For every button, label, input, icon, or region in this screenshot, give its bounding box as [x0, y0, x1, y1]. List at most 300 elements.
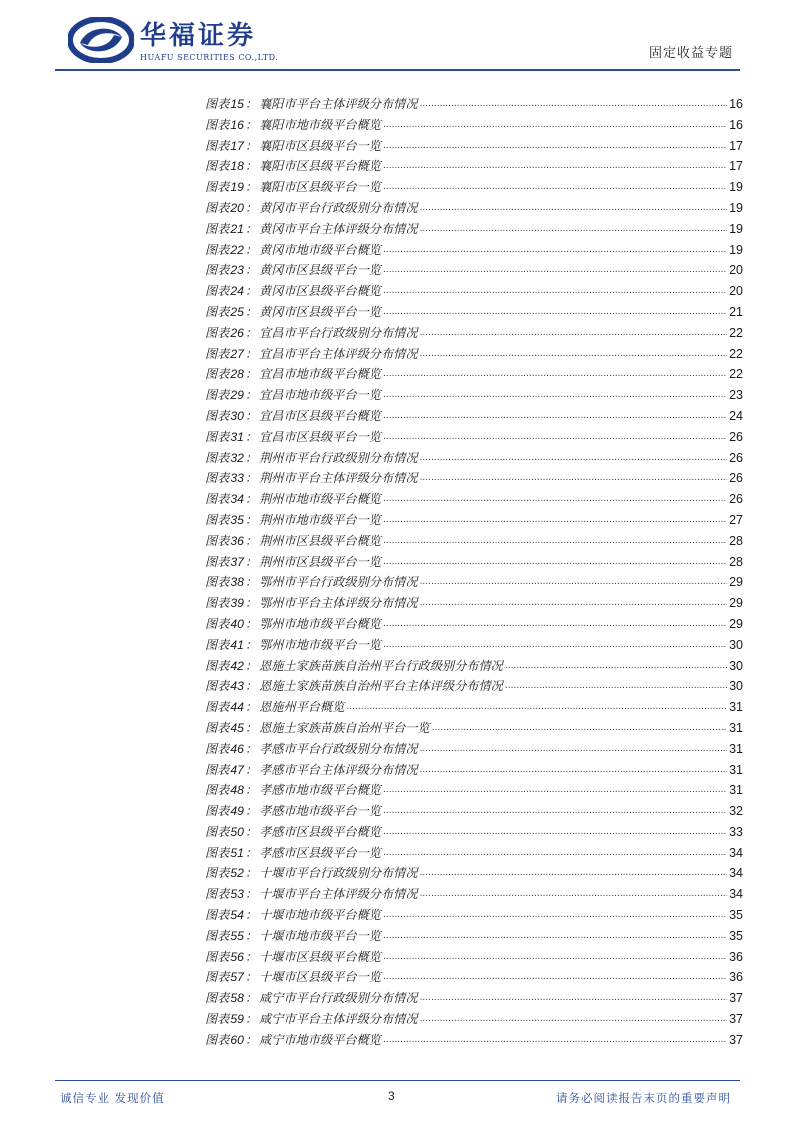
- toc-entry-prefix: 图表: [205, 887, 230, 902]
- toc-entry-title: 宜昌市地市级平台一览: [259, 388, 381, 403]
- brand-name-en: HUAFU SECURITIES CO.,LTD.: [140, 53, 279, 62]
- toc-dot-leader: [420, 765, 728, 775]
- toc-entry-number: 49: [230, 804, 244, 819]
- toc-entry-page: 36: [729, 949, 743, 964]
- toc-entry-separator: ：: [244, 512, 258, 527]
- footer-slogan: 诚信专业 发现价值: [60, 1091, 165, 1105]
- toc-entry-page: 37: [729, 1012, 743, 1027]
- toc-entry-page: 24: [729, 408, 743, 423]
- toc-dot-leader: [420, 203, 728, 213]
- toc-entry[interactable]: [205, 761, 743, 782]
- toc-dot-leader: [505, 661, 727, 671]
- toc-entry-prefix: 图表: [205, 637, 230, 652]
- toc-entry-title: 宜昌市平台主体评级分布情况: [259, 346, 418, 361]
- toc-entry-separator: ：: [244, 596, 258, 611]
- toc-entry-prefix: 图表: [205, 679, 230, 694]
- toc-entry[interactable]: [205, 345, 743, 366]
- toc-entry-separator: ：: [244, 762, 258, 777]
- toc-entry-page: 19: [729, 221, 743, 236]
- toc-entry-prefix: 图表: [205, 512, 230, 527]
- toc-entry-prefix: 图表: [205, 429, 230, 444]
- toc-entry-title: 恩施土家族苗族自治州平台行政级别分布情况: [259, 658, 503, 673]
- toc-dot-leader: [383, 286, 727, 296]
- toc-entry[interactable]: [205, 490, 743, 511]
- toc-entry-title: 荆州市平台主体评级分布情况: [259, 471, 418, 486]
- toc-entry-number: 42: [230, 658, 244, 673]
- toc-entry[interactable]: [205, 365, 743, 386]
- toc-entry-number: 29: [230, 388, 244, 403]
- toc-entry-separator: ：: [244, 117, 258, 132]
- toc-entry-separator: ：: [244, 471, 258, 486]
- toc-entry-separator: ：: [244, 866, 258, 881]
- toc-dot-leader: [383, 369, 727, 379]
- toc-entry-page: 30: [729, 679, 743, 694]
- toc-entry-separator: ：: [244, 741, 258, 756]
- brand-name-cn: 华福证券: [140, 21, 257, 51]
- toc-entry-separator: ：: [244, 408, 258, 423]
- toc-entry-separator: ：: [244, 450, 258, 465]
- toc-dot-leader: [420, 1014, 728, 1024]
- toc-entry-prefix: 图表: [205, 845, 230, 860]
- toc-entry-page: 28: [729, 554, 743, 569]
- toc-entry-prefix: 图表: [205, 928, 230, 943]
- toc-entry-page: 23: [729, 388, 743, 403]
- toc-entry-number: 28: [230, 367, 244, 382]
- toc-dot-leader: [432, 723, 727, 733]
- toc-entry-separator: ：: [244, 159, 258, 174]
- toc-entry-title: 恩施土家族苗族自治州平台主体评级分布情况: [259, 679, 503, 694]
- toc-entry-title: 襄阳市区县级平台概览: [259, 159, 381, 174]
- toc-entry-number: 20: [230, 200, 244, 215]
- toc-entry-number: 41: [230, 637, 244, 652]
- toc-entry-separator: ：: [244, 138, 258, 153]
- toc-entry[interactable]: [205, 532, 743, 553]
- toc-dot-leader: [420, 993, 728, 1003]
- toc-dot-leader: [383, 640, 727, 650]
- toc-entry-title: 咸宁市地市级平台概览: [259, 1032, 381, 1047]
- toc-dot-leader: [383, 307, 727, 317]
- toc-entry[interactable]: [205, 657, 743, 678]
- toc-entry-separator: ：: [244, 242, 258, 257]
- toc-entry-prefix: 图表: [205, 138, 230, 153]
- toc-entry-number: 54: [230, 908, 244, 923]
- toc-entry-prefix: 图表: [205, 554, 230, 569]
- toc-dot-leader: [420, 868, 728, 878]
- toc-dot-leader: [383, 806, 727, 816]
- toc-entry-separator: ：: [244, 263, 258, 278]
- toc-entry-page: 34: [729, 866, 743, 881]
- toc-entry-prefix: 图表: [205, 991, 230, 1006]
- toc-dot-leader: [383, 557, 727, 567]
- toc-dot-leader: [420, 598, 728, 608]
- toc-dot-leader: [383, 182, 727, 192]
- toc-entry[interactable]: [205, 906, 743, 927]
- toc-entry-prefix: 图表: [205, 762, 230, 777]
- toc-dot-leader: [383, 931, 727, 941]
- toc-entry-page: 20: [729, 284, 743, 299]
- toc-dot-leader: [420, 224, 728, 234]
- toc-entry[interactable]: [205, 261, 743, 282]
- toc-dot-leader: [383, 390, 727, 400]
- toc-entry-title: 黄冈市区县级平台一览: [259, 304, 381, 319]
- toc-entry-page: 22: [729, 346, 743, 361]
- toc-entry-title: 孝感市地市级平台概览: [259, 783, 381, 798]
- toc-entry[interactable]: [205, 553, 743, 574]
- toc-entry-prefix: 图表: [205, 263, 230, 278]
- toc-entry-prefix: 图表: [205, 242, 230, 257]
- toc-entry-title: 孝感市地市级平台一览: [259, 804, 381, 819]
- toc-entry[interactable]: [205, 324, 743, 345]
- toc-entry-number: 40: [230, 616, 244, 631]
- toc-entry-prefix: 图表: [205, 575, 230, 590]
- toc-entry-title: 荆州市区县级平台一览: [259, 554, 381, 569]
- toc-entry-page: 33: [729, 824, 743, 839]
- toc-dot-leader: [383, 245, 727, 255]
- toc-entry-separator: ：: [244, 616, 258, 631]
- toc-entry-title: 襄阳市平台主体评级分布情况: [259, 97, 418, 111]
- toc-entry-page: 16: [729, 97, 743, 111]
- toc-entry-title: 孝感市区县级平台概览: [259, 824, 381, 839]
- toc-entry-separator: ：: [244, 97, 258, 111]
- toc-entry-page: 30: [729, 658, 743, 673]
- toc-dot-leader: [383, 494, 727, 504]
- toc-entry[interactable]: [205, 885, 743, 906]
- toc-entry-title: 十堰市平台主体评级分布情况: [259, 887, 418, 902]
- toc-entry-prefix: 图表: [205, 804, 230, 819]
- toc-entry[interactable]: [205, 927, 743, 948]
- toc-entry[interactable]: [205, 948, 743, 969]
- toc-entry[interactable]: [205, 844, 743, 865]
- toc-entry-page: 26: [729, 450, 743, 465]
- toc-entry-separator: ：: [244, 700, 258, 715]
- toc-entry-prefix: 图表: [205, 346, 230, 361]
- toc-entry[interactable]: [205, 449, 743, 470]
- toc-entry-prefix: 图表: [205, 200, 230, 215]
- toc-entry-number: 33: [230, 471, 244, 486]
- toc-entry-title: 宜昌市地市级平台概览: [259, 367, 381, 382]
- toc-entry-page: 36: [729, 970, 743, 985]
- toc-entry-page: 34: [729, 845, 743, 860]
- toc-dot-leader: [346, 702, 727, 712]
- toc-entry-separator: ：: [244, 679, 258, 694]
- toc-entry[interactable]: [205, 511, 743, 532]
- toc-entry-prefix: 图表: [205, 180, 230, 195]
- toc-entry-prefix: 图表: [205, 970, 230, 985]
- toc-entry-separator: ：: [244, 928, 258, 943]
- toc-entry-prefix: 图表: [205, 492, 230, 507]
- toc-entry-page: 31: [729, 720, 743, 735]
- toc-entry-separator: ：: [244, 180, 258, 195]
- toc-entry[interactable]: [205, 220, 743, 241]
- toc-entry-number: 25: [230, 304, 244, 319]
- toc-entry-prefix: 图表: [205, 388, 230, 403]
- toc-entry-page: 27: [729, 512, 743, 527]
- toc-entry[interactable]: [205, 303, 743, 324]
- toc-entry-title: 襄阳市区县级平台一览: [259, 180, 381, 195]
- toc-entry-number: 15: [230, 97, 244, 111]
- toc-entry-page: 22: [729, 325, 743, 340]
- toc-entry-page: 26: [729, 471, 743, 486]
- page-number: 3: [388, 1089, 395, 1103]
- toc-dot-leader: [420, 744, 728, 754]
- toc-entry-page: 16: [729, 117, 743, 132]
- toc-entry-page: 19: [729, 200, 743, 215]
- toc-entry-prefix: 图表: [205, 1032, 230, 1047]
- toc-entry-separator: ：: [244, 783, 258, 798]
- toc-entry[interactable]: [205, 989, 743, 1010]
- toc-entry-prefix: 图表: [205, 117, 230, 132]
- toc-entry-title: 咸宁市平台行政级别分布情况: [259, 991, 418, 1006]
- toc-dot-leader: [420, 577, 728, 587]
- toc-entry-title: 鄂州市地市级平台一览: [259, 637, 381, 652]
- toc-entry-separator: ：: [244, 221, 258, 236]
- toc-entry-page: 26: [729, 429, 743, 444]
- toc-entry[interactable]: [205, 823, 743, 844]
- toc-dot-leader: [505, 681, 727, 691]
- toc-dot-leader: [420, 99, 728, 109]
- toc-entry-prefix: 图表: [205, 908, 230, 923]
- toc-entry[interactable]: [205, 116, 743, 137]
- toc-dot-leader: [383, 141, 727, 151]
- toc-entry-title: 鄂州市平台行政级别分布情况: [259, 575, 418, 590]
- toc-entry-title: 襄阳市地市级平台概览: [259, 117, 381, 132]
- toc-entry-title: 十堰市区县级平台概览: [259, 949, 381, 964]
- toc-entry-separator: ：: [244, 429, 258, 444]
- toc-dot-leader: [383, 515, 727, 525]
- toc-entry-prefix: 图表: [205, 949, 230, 964]
- table-of-figures: [205, 95, 743, 1052]
- toc-entry[interactable]: [205, 199, 743, 220]
- toc-entry-page: 31: [729, 783, 743, 798]
- toc-entry[interactable]: [205, 469, 743, 490]
- toc-entry-prefix: 图表: [205, 596, 230, 611]
- toc-entry[interactable]: [205, 968, 743, 989]
- toc-dot-leader: [420, 473, 728, 483]
- toc-entry-separator: ：: [244, 492, 258, 507]
- toc-entry-page: 21: [729, 304, 743, 319]
- toc-entry-separator: ：: [244, 325, 258, 340]
- toc-entry-separator: ：: [244, 970, 258, 985]
- toc-entry-title: 十堰市地市级平台一览: [259, 928, 381, 943]
- toc-dot-leader: [420, 349, 728, 359]
- toc-dot-leader: [383, 265, 727, 275]
- toc-entry-number: 26: [230, 325, 244, 340]
- toc-entry-prefix: 图表: [205, 325, 230, 340]
- toc-entry-title: 恩施州平台概览: [259, 700, 345, 715]
- toc-entry[interactable]: [205, 1010, 743, 1031]
- toc-entry-prefix: 图表: [205, 408, 230, 423]
- toc-entry-number: 17: [230, 138, 244, 153]
- toc-entry-separator: ：: [244, 284, 258, 299]
- toc-entry-page: 28: [729, 533, 743, 548]
- toc-entry-prefix: 图表: [205, 616, 230, 631]
- toc-entry-page: 26: [729, 492, 743, 507]
- toc-entry-page: 35: [729, 928, 743, 943]
- toc-entry-number: 30: [230, 408, 244, 423]
- toc-entry-separator: ：: [244, 304, 258, 319]
- toc-entry-title: 黄冈市区县级平台概览: [259, 284, 381, 299]
- toc-entry-number: 57: [230, 970, 244, 985]
- toc-entry[interactable]: [205, 282, 743, 303]
- toc-entry-prefix: 图表: [205, 284, 230, 299]
- toc-dot-leader: [383, 785, 727, 795]
- toc-entry-title: 黄冈市区县级平台一览: [259, 263, 381, 278]
- toc-entry-title: 恩施土家族苗族自治州平台一览: [259, 720, 430, 735]
- toc-entry-page: 29: [729, 575, 743, 590]
- toc-entry-separator: ：: [244, 554, 258, 569]
- toc-entry-number: 56: [230, 949, 244, 964]
- toc-entry[interactable]: [205, 636, 743, 657]
- toc-entry-number: 22: [230, 242, 244, 257]
- toc-entry-title: 黄冈市平台主体评级分布情况: [259, 221, 418, 236]
- toc-entry-title: 荆州市地市级平台概览: [259, 492, 381, 507]
- toc-entry-separator: ：: [244, 200, 258, 215]
- toc-entry-separator: ：: [244, 824, 258, 839]
- toc-entry-title: 荆州市平台行政级别分布情况: [259, 450, 418, 465]
- toc-entry[interactable]: [205, 864, 743, 885]
- toc-entry-prefix: 图表: [205, 367, 230, 382]
- toc-entry-number: 50: [230, 824, 244, 839]
- toc-entry-page: 19: [729, 242, 743, 257]
- toc-entry[interactable]: [205, 594, 743, 615]
- toc-entry[interactable]: [205, 428, 743, 449]
- toc-entry-prefix: 图表: [205, 824, 230, 839]
- toc-entry-number: 44: [230, 700, 244, 715]
- toc-entry[interactable]: [205, 719, 743, 740]
- toc-dot-leader: [420, 889, 728, 899]
- toc-entry-page: 31: [729, 700, 743, 715]
- toc-entry[interactable]: [205, 95, 743, 116]
- toc-entry-title: 十堰市地市级平台概览: [259, 908, 381, 923]
- page-header: [0, 0, 793, 72]
- toc-entry-number: 21: [230, 221, 244, 236]
- toc-entry-prefix: 图表: [205, 533, 230, 548]
- toc-entry-title: 襄阳市区县级平台一览: [259, 138, 381, 153]
- toc-entry[interactable]: [205, 407, 743, 428]
- toc-entry-title: 孝感市平台行政级别分布情况: [259, 741, 418, 756]
- toc-entry-separator: ：: [244, 908, 258, 923]
- toc-entry-separator: ：: [244, 533, 258, 548]
- toc-entry-number: 35: [230, 512, 244, 527]
- toc-entry-number: 39: [230, 596, 244, 611]
- toc-entry-number: 58: [230, 991, 244, 1006]
- toc-entry-number: 45: [230, 720, 244, 735]
- toc-entry-prefix: 图表: [205, 97, 230, 111]
- toc-entry-title: 黄冈市地市级平台概览: [259, 242, 381, 257]
- toc-entry-prefix: 图表: [205, 741, 230, 756]
- toc-entry[interactable]: [205, 802, 743, 823]
- toc-entry[interactable]: [205, 241, 743, 262]
- toc-entry-number: 43: [230, 679, 244, 694]
- toc-entry-title: 鄂州市地市级平台概览: [259, 616, 381, 631]
- toc-entry[interactable]: [205, 386, 743, 407]
- toc-dot-leader: [383, 120, 727, 130]
- toc-entry-number: 52: [230, 866, 244, 881]
- toc-entry-prefix: 图表: [205, 1012, 230, 1027]
- toc-dot-leader: [383, 536, 727, 546]
- toc-entry[interactable]: [205, 178, 743, 199]
- toc-entry[interactable]: [205, 137, 743, 158]
- toc-entry-prefix: 图表: [205, 866, 230, 881]
- toc-entry-prefix: 图表: [205, 700, 230, 715]
- toc-entry-number: 18: [230, 159, 244, 174]
- toc-entry[interactable]: [205, 157, 743, 178]
- toc-dot-leader: [420, 328, 728, 338]
- toc-entry-number: 16: [230, 117, 244, 132]
- toc-entry-prefix: 图表: [205, 221, 230, 236]
- toc-entry-number: 24: [230, 284, 244, 299]
- toc-entry-separator: ：: [244, 367, 258, 382]
- toc-entry-page: 17: [729, 159, 743, 174]
- toc-entry-number: 19: [230, 180, 244, 195]
- toc-entry[interactable]: [205, 740, 743, 761]
- toc-entry-prefix: 图表: [205, 783, 230, 798]
- toc-entry-title: 鄂州市平台主体评级分布情况: [259, 596, 418, 611]
- toc-entry-number: 37: [230, 554, 244, 569]
- toc-entry-number: 53: [230, 887, 244, 902]
- toc-entry[interactable]: [205, 677, 743, 698]
- toc-entry[interactable]: [205, 698, 743, 719]
- toc-entry-separator: ：: [244, 804, 258, 819]
- toc-entry-number: 46: [230, 741, 244, 756]
- toc-entry-separator: ：: [244, 949, 258, 964]
- toc-dot-leader: [383, 910, 727, 920]
- toc-entry-separator: ：: [244, 845, 258, 860]
- toc-entry-title: 孝感市平台主体评级分布情况: [259, 762, 418, 777]
- toc-dot-leader: [383, 848, 727, 858]
- toc-entry[interactable]: [205, 781, 743, 802]
- huafu-logo-icon: [68, 17, 134, 63]
- toc-entry-separator: ：: [244, 720, 258, 735]
- toc-dot-leader: [383, 432, 727, 442]
- toc-entry-prefix: 图表: [205, 159, 230, 174]
- toc-entry-number: 48: [230, 783, 244, 798]
- toc-entry-title: 宜昌市平台行政级别分布情况: [259, 325, 418, 340]
- toc-dot-leader: [383, 161, 727, 171]
- toc-entry-title: 咸宁市平台主体评级分布情况: [259, 1012, 418, 1027]
- toc-entry-separator: ：: [244, 1012, 258, 1027]
- toc-entry-number: 60: [230, 1032, 244, 1047]
- toc-dot-leader: [383, 619, 727, 629]
- toc-entry-page: 17: [729, 138, 743, 153]
- toc-entry-title: 孝感市区县级平台一览: [259, 845, 381, 860]
- toc-entry-page: 22: [729, 367, 743, 382]
- toc-entry-number: 38: [230, 575, 244, 590]
- toc-entry-number: 55: [230, 928, 244, 943]
- toc-entry-number: 32: [230, 450, 244, 465]
- toc-entry-title: 荆州市地市级平台一览: [259, 512, 381, 527]
- toc-entry-separator: ：: [244, 637, 258, 652]
- toc-entry-page: 31: [729, 762, 743, 777]
- toc-entry-number: 51: [230, 845, 244, 860]
- footer-disclaimer-note: 请务必阅读报告末页的重要声明: [556, 1091, 731, 1105]
- toc-entry-page: 29: [729, 616, 743, 631]
- toc-entry-title: 荆州市区县级平台概览: [259, 533, 381, 548]
- toc-entry-prefix: 图表: [205, 450, 230, 465]
- toc-entry-title: 十堰市区县级平台一览: [259, 970, 381, 985]
- toc-entry-prefix: 图表: [205, 658, 230, 673]
- toc-entry-separator: ：: [244, 388, 258, 403]
- toc-entry[interactable]: [205, 573, 743, 594]
- toc-entry[interactable]: [205, 1031, 743, 1052]
- toc-dot-leader: [383, 411, 727, 421]
- toc-entry-separator: ：: [244, 658, 258, 673]
- toc-entry-number: 27: [230, 346, 244, 361]
- header-divider: [55, 69, 740, 71]
- toc-dot-leader: [383, 1035, 727, 1045]
- toc-entry-separator: ：: [244, 575, 258, 590]
- toc-entry[interactable]: [205, 615, 743, 636]
